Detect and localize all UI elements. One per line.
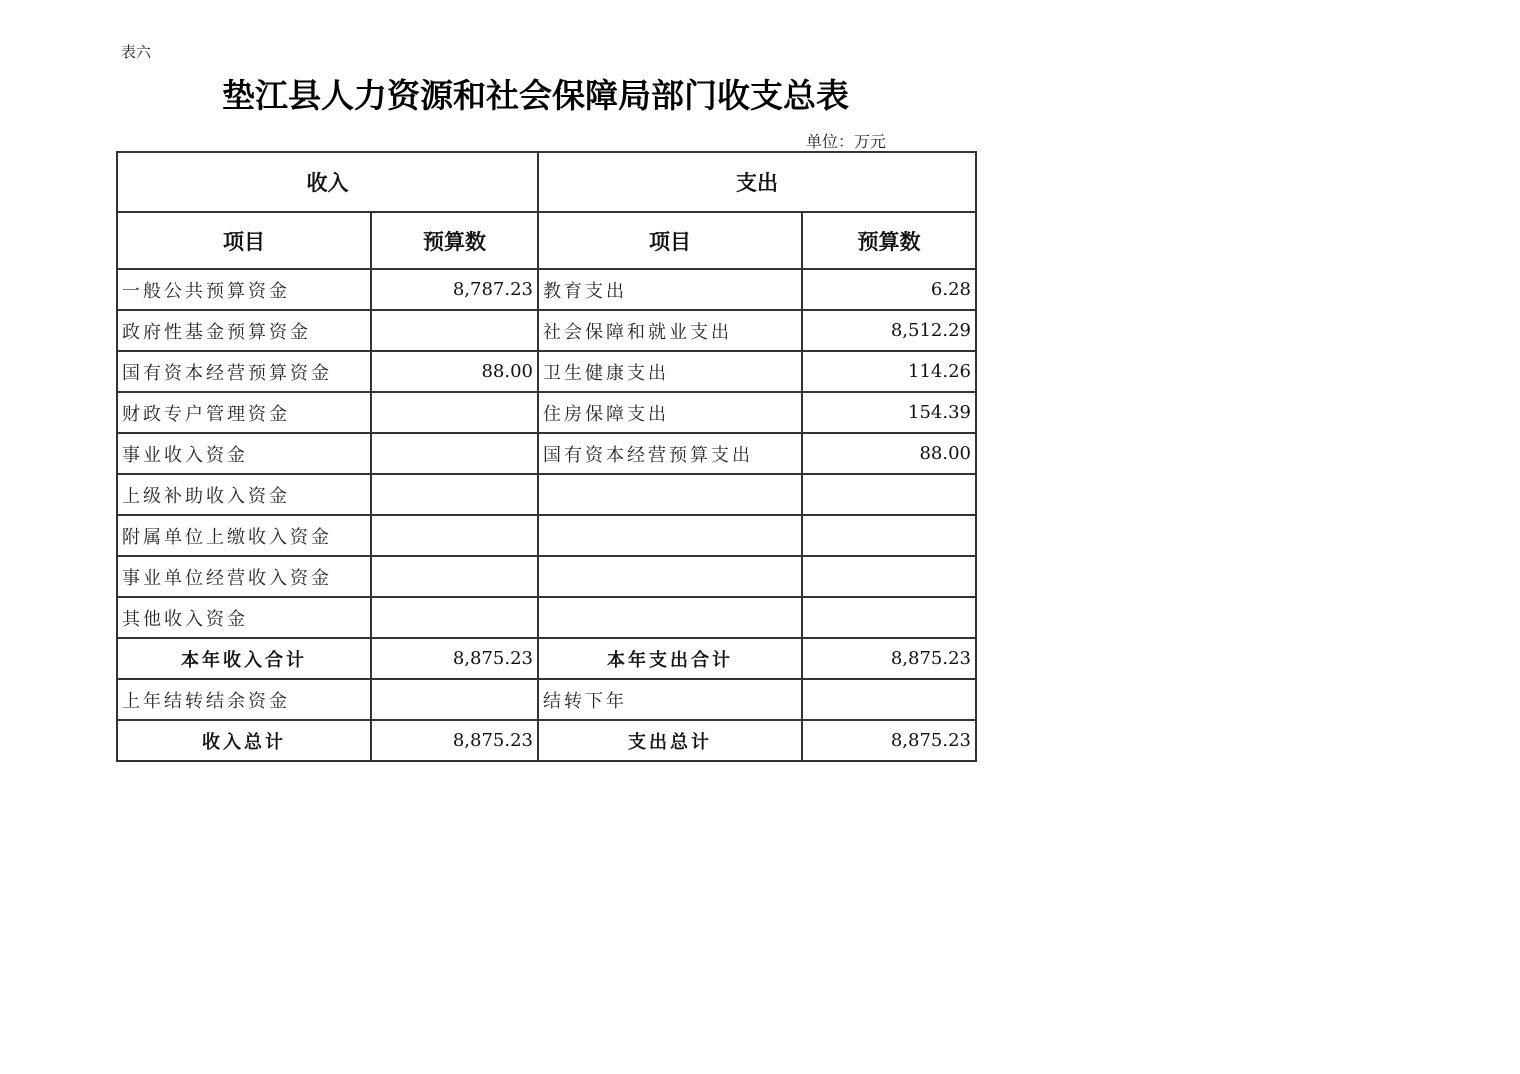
table-row xyxy=(117,556,976,597)
grand-total-row xyxy=(117,720,976,761)
expense-grand-total-label: 支出总计 xyxy=(538,720,802,761)
expense-amount-header: 预算数 xyxy=(802,212,976,269)
income-amount-cell: 88.00 xyxy=(371,351,538,392)
expense-item-cell xyxy=(538,474,802,515)
expense-carry-label: 结转下年 xyxy=(538,679,802,720)
table-label: 表六 xyxy=(121,43,152,61)
income-amount-cell xyxy=(371,515,538,556)
income-item-cell: 国有资本经营预算资金 xyxy=(117,351,371,392)
table-row xyxy=(117,433,976,474)
expense-group-header: 支出 xyxy=(538,152,976,212)
expense-item-cell xyxy=(538,556,802,597)
table-row xyxy=(117,310,976,351)
income-grand-total-label: 收入总计 xyxy=(117,720,371,761)
income-item-header: 项目 xyxy=(117,212,371,269)
income-year-total-amount: 8,875.23 xyxy=(371,638,538,679)
expense-amount-cell: 154.39 xyxy=(802,392,976,433)
income-expense-table xyxy=(116,151,977,762)
expense-amount-cell xyxy=(802,474,976,515)
income-amount-cell xyxy=(371,433,538,474)
expense-item-cell: 卫生健康支出 xyxy=(538,351,802,392)
unit-label: 单位：万元 xyxy=(806,132,887,151)
expense-grand-total-amount: 8,875.23 xyxy=(802,720,976,761)
income-carry-label: 上年结转结余资金 xyxy=(117,679,371,720)
expense-amount-cell: 8,512.29 xyxy=(802,310,976,351)
income-carry-amount xyxy=(371,679,538,720)
expense-year-total-label: 本年支出合计 xyxy=(538,638,802,679)
income-amount-cell xyxy=(371,556,538,597)
expense-amount-cell xyxy=(802,597,976,638)
table-row xyxy=(117,597,976,638)
table-row xyxy=(117,515,976,556)
income-item-cell: 事业单位经营收入资金 xyxy=(117,556,371,597)
page-title: 垫江县人力资源和社会保障局部门收支总表 xyxy=(222,76,849,115)
expense-carry-amount xyxy=(802,679,976,720)
income-item-cell: 政府性基金预算资金 xyxy=(117,310,371,351)
expense-amount-cell: 6.28 xyxy=(802,269,976,310)
table-row xyxy=(117,474,976,515)
expense-item-cell: 教育支出 xyxy=(538,269,802,310)
expense-item-cell: 社会保障和就业支出 xyxy=(538,310,802,351)
table-row xyxy=(117,269,976,310)
income-amount-cell xyxy=(371,310,538,351)
income-group-header: 收入 xyxy=(117,152,538,212)
group-header-row xyxy=(117,152,976,212)
income-item-cell: 一般公共预算资金 xyxy=(117,269,371,310)
expense-amount-cell: 114.26 xyxy=(802,351,976,392)
expense-item-cell: 住房保障支出 xyxy=(538,392,802,433)
income-amount-cell xyxy=(371,392,538,433)
expense-item-cell xyxy=(538,515,802,556)
income-grand-total-amount: 8,875.23 xyxy=(371,720,538,761)
table-row xyxy=(117,351,976,392)
expense-amount-cell xyxy=(802,556,976,597)
income-amount-cell xyxy=(371,474,538,515)
expense-item-cell: 国有资本经营预算支出 xyxy=(538,433,802,474)
income-amount-header: 预算数 xyxy=(371,212,538,269)
income-item-cell: 上级补助收入资金 xyxy=(117,474,371,515)
table-row xyxy=(117,392,976,433)
income-amount-cell: 8,787.23 xyxy=(371,269,538,310)
expense-item-header: 项目 xyxy=(538,212,802,269)
income-item-cell: 财政专户管理资金 xyxy=(117,392,371,433)
carry-over-row xyxy=(117,679,976,720)
income-item-cell: 其他收入资金 xyxy=(117,597,371,638)
column-header-row xyxy=(117,212,976,269)
income-year-total-label: 本年收入合计 xyxy=(117,638,371,679)
expense-amount-cell: 88.00 xyxy=(802,433,976,474)
income-item-cell: 事业收入资金 xyxy=(117,433,371,474)
income-item-cell: 附属单位上缴收入资金 xyxy=(117,515,371,556)
expense-item-cell xyxy=(538,597,802,638)
expense-year-total-amount: 8,875.23 xyxy=(802,638,976,679)
income-amount-cell xyxy=(371,597,538,638)
year-total-row xyxy=(117,638,976,679)
expense-amount-cell xyxy=(802,515,976,556)
